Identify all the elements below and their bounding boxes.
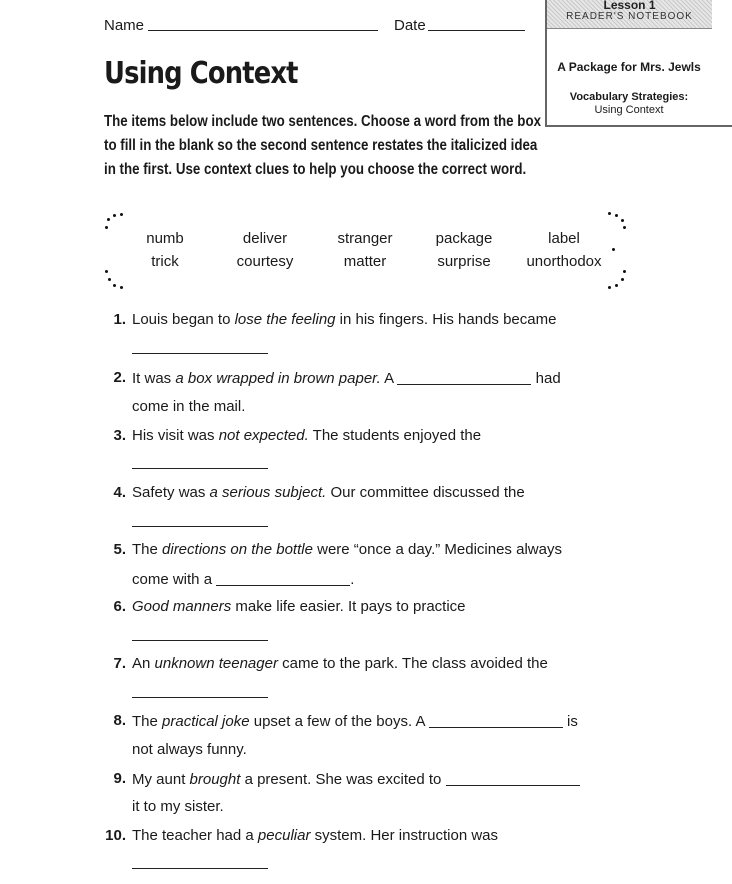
name-field[interactable] (148, 30, 378, 31)
word-option: label (548, 230, 580, 247)
page-title: Using Context (104, 56, 298, 91)
corner-dot (113, 284, 116, 287)
answer-blank[interactable] (132, 526, 268, 527)
word-option: stranger (337, 230, 393, 247)
item-sentence: It was a box wrapped in brown paper. A had (132, 370, 561, 387)
corner-dot (612, 248, 615, 251)
item-sentence: Louis began to lose the feeling in his fingers. His hands became (132, 311, 557, 328)
instructions: The items below include two sentences. Choose a word from the box to fill in the blank so the second sentence restates the italicized idea in the first. Use context clues to help you choose the correct word. (104, 113, 542, 178)
item-sentence-cont: come in the mail. (132, 398, 246, 415)
item-sentence: My aunt brought a present. She was excited to (132, 770, 580, 788)
item-sentence: Safety was a serious subject. Our committee discussed the (132, 484, 525, 501)
answer-blank[interactable] (397, 369, 531, 385)
item-sentence-cont: come with a . (132, 571, 355, 588)
corner-dot (615, 284, 618, 287)
item-sentence: His visit was not expected. The students enjoyed the (132, 427, 482, 444)
item-number: 8. (113, 712, 126, 729)
item-sentence: Good manners make life easier. It pays to practice (132, 598, 466, 615)
corner-dot (608, 212, 611, 215)
corner-dot (108, 278, 111, 281)
word-option: package (435, 230, 493, 247)
date-label: Date (394, 17, 426, 34)
word-option: surprise (437, 253, 491, 270)
item-number: 5. (113, 541, 126, 558)
story-title: A Package for Mrs. Jewls (557, 60, 701, 74)
item-number: 6. (113, 598, 126, 615)
corner-dot (623, 226, 626, 229)
word-option: deliver (242, 230, 288, 247)
item-number: 9. (113, 770, 126, 787)
corner-dot (615, 214, 618, 217)
answer-blank[interactable] (132, 640, 268, 641)
skill-subtitle: Using Context (594, 104, 664, 116)
item-sentence-cont: it to my sister. (132, 798, 224, 815)
answer-blank[interactable] (132, 868, 268, 869)
item-sentence: The directions on the bottle were “once a day.” Medicines always (132, 541, 562, 558)
item-number: 3. (113, 427, 126, 444)
lesson-banner (547, 0, 712, 29)
lesson-number: Lesson 1 (603, 0, 656, 12)
answer-blank[interactable] (216, 570, 350, 586)
answer-blank[interactable] (132, 353, 268, 354)
item-sentence-cont: not always funny. (132, 741, 247, 758)
word-option: trick (151, 253, 179, 270)
item-sentence: An unknown teenager came to the park. The class avoided the (132, 655, 548, 672)
corner-dot (105, 226, 108, 229)
notebook-label: READER'S NOTEBOOK (566, 11, 693, 22)
corner-dot (107, 218, 110, 221)
word-option: matter (343, 253, 387, 270)
word-box (100, 208, 630, 293)
corner-dot (621, 278, 624, 281)
name-label: Name (104, 17, 145, 34)
word-option: courtesy (236, 253, 294, 270)
corner-dot (621, 219, 624, 222)
corner-dot (105, 270, 108, 273)
corner-dot (113, 214, 116, 217)
corner-dot (120, 286, 123, 289)
answer-blank[interactable] (132, 468, 268, 469)
answer-blank[interactable] (429, 712, 563, 728)
item-number: 2. (113, 369, 126, 386)
corner-dot (120, 213, 123, 216)
word-option: numb (146, 230, 184, 247)
corner-dot (623, 270, 626, 273)
word-option: unorthodox (526, 253, 602, 270)
item-number: 10. (105, 827, 126, 844)
answer-blank[interactable] (132, 697, 268, 698)
skill-title: Vocabulary Strategies: (569, 91, 689, 103)
item-sentence: The practical joke upset a few of the boys. A is (132, 713, 578, 730)
item-number: 1. (113, 311, 126, 328)
answer-blank[interactable] (446, 770, 580, 786)
item-sentence: The teacher had a peculiar system. Her instruction was (132, 827, 499, 844)
date-field[interactable] (428, 30, 525, 31)
corner-dot (608, 286, 611, 289)
item-number: 7. (113, 655, 126, 672)
item-number: 4. (113, 484, 126, 501)
